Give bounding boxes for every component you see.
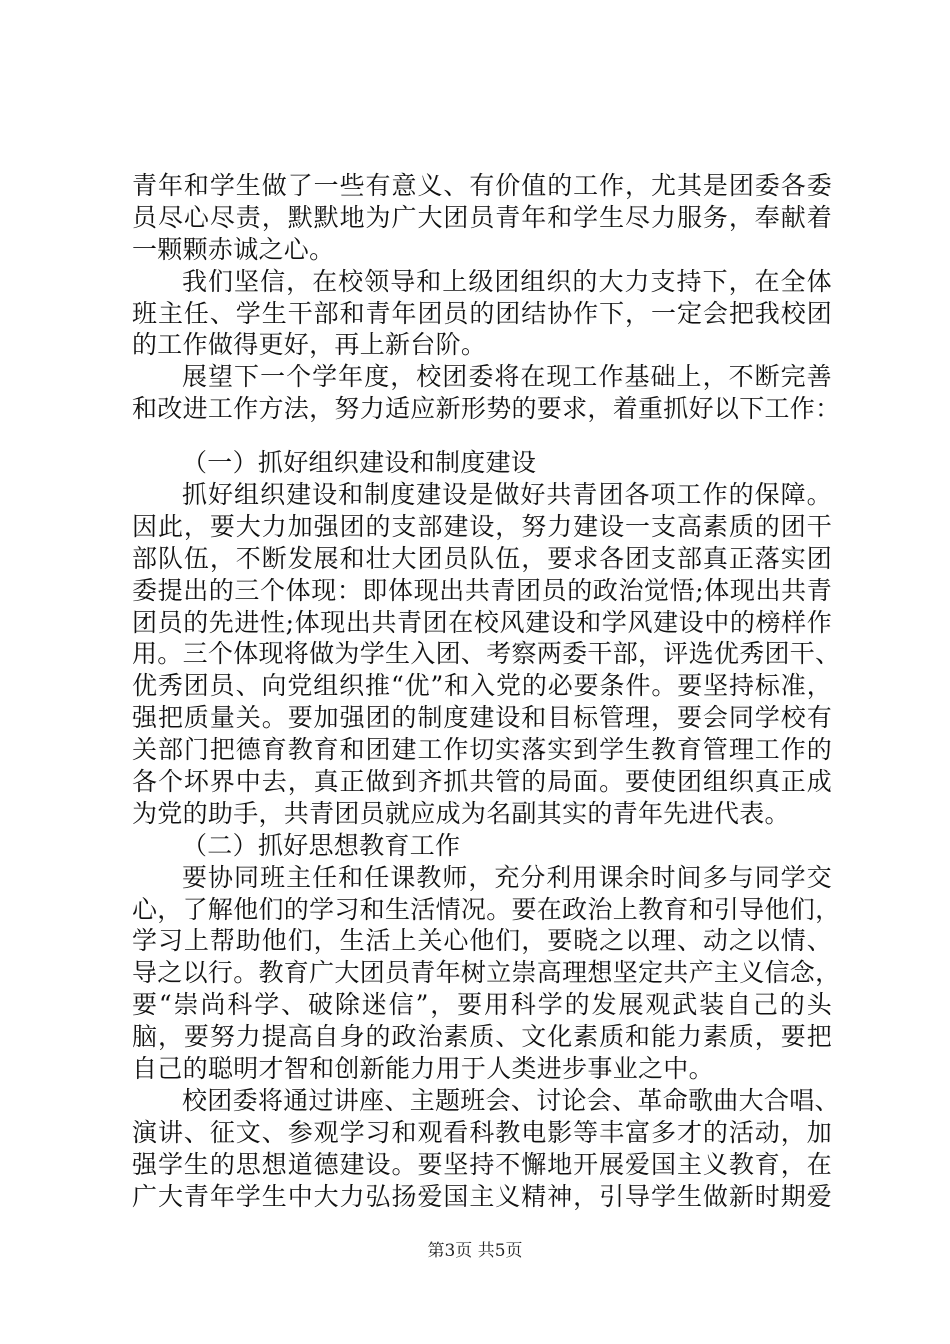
section-heading: （一）抓好组织建设和制度建设 — [182, 448, 537, 478]
text-line: 为党的助手，共青团员就应成为名副其实的青年先进代表。 — [132, 798, 790, 828]
text-line: 青年和学生做了一些有意义、有价值的工作，尤其是团委各委 — [132, 171, 832, 200]
text-line: 自己的聪明才智和创新能力用于人类进步事业之中。 — [132, 1054, 714, 1084]
text-line: 用。三个体现将做为学生入团、考察两委干部，评选优秀团干、 — [132, 639, 841, 669]
text-line: 委提出的三个体现：即体现出共青团员的政治觉悟;体现出共青 — [132, 575, 832, 605]
text-line: 心，了解他们的学习和生活情况。要在政治上教育和引导他们， — [132, 894, 841, 924]
text-line: 要“崇尚科学、破除迷信”，要用科学的发展观武装自己的头 — [132, 990, 832, 1020]
paragraph-gap — [132, 425, 832, 447]
text-line: 要协同班主任和任课教师，充分利用课余时间多与同学交 — [182, 862, 832, 892]
text-line: 演讲、征文、参观学习和观看科教电影等丰富多才的活动，加 — [132, 1117, 832, 1147]
text-line: 各个坏界中去，真正做到齐抓共管的局面。要使团组织真正成 — [132, 767, 832, 797]
text-line: 我们坚信，在校领导和上级团组织的大力支持下，在全体 — [182, 266, 832, 296]
text-line: 抓好组织建设和制度建设是做好共青团各项工作的保障。 — [182, 480, 832, 510]
text-line: 和改进工作方法，努力适应新形势的要求，着重抓好以下工作： — [132, 394, 841, 424]
text-line: 部队伍，不断发展和壮大团员队伍，要求各团支部真正落实团 — [132, 543, 832, 573]
text-line: 导之以行。教育广大团员青年树立崇高理想坚定共产主义信念， — [132, 958, 841, 988]
text-line: 团员的先进性;体现出共青团在校风建设和学风建设中的榜样作 — [132, 607, 832, 637]
text-line: 强把质量关。要加强团的制度建设和目标管理，要会同学校有 — [132, 703, 832, 733]
text-line: 班主任、学生干部和青年团员的团结协作下，一定会把我校团 — [132, 298, 832, 328]
text-line: 的工作做得更好，再上新台阶。 — [132, 330, 487, 360]
text-line: 因此，要大力加强团的支部建设，努力建设一支高素质的团干 — [132, 511, 832, 541]
page-number-label: 第3页 共5页 — [427, 1241, 523, 1261]
text-line: 校团委将通过讲座、主题班会、讨论会、革命歌曲大合唱、 — [182, 1085, 840, 1115]
section-heading: （二）抓好思想教育工作 — [182, 830, 461, 860]
text-line: 一颗颗赤诚之心。 — [132, 234, 335, 264]
text-line: 脑，要努力提高自身的政治素质、文化素质和能力素质，要把 — [132, 1022, 832, 1052]
text-line: 强学生的思想道德建设。要坚持不懈地开展爱国主义教育，在 — [132, 1149, 832, 1179]
text-line: 展望下一个学年度，校团委将在现工作基础上，不断完善 — [182, 362, 832, 392]
text-line: 学习上帮助他们，生活上关心他们，要晓之以理、动之以情、 — [132, 926, 832, 956]
text-line: 关部门把德育教育和团建工作切实落实到学生教育管理工作的 — [132, 735, 832, 765]
text-line: 广大青年学生中大力弘扬爱国主义精神，引导学生做新时期爱 — [132, 1181, 832, 1211]
text-line: 员尽心尽责，默默地为广大团员青年和学生尽力服务，奉献着 — [132, 202, 832, 232]
text-line: 优秀团员、向党组织推“优”和入党的必要条件。要坚持标准， — [132, 671, 832, 701]
page-footer — [0, 1240, 950, 1262]
body-text — [132, 170, 841, 1213]
